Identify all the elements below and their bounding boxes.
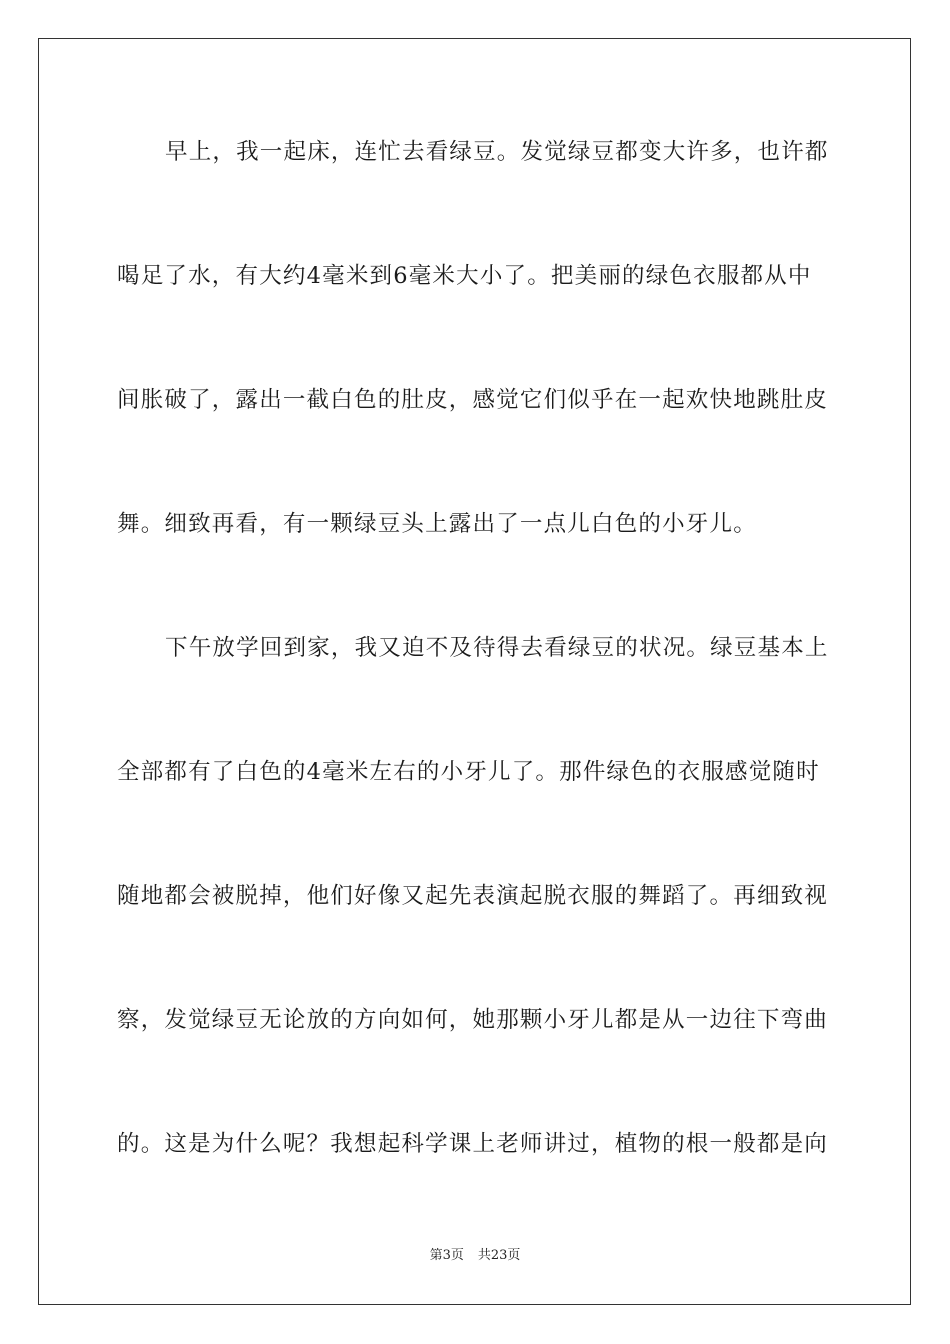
page-footer xyxy=(0,1247,950,1265)
paragraph-2-line-4: 察，发觉绿豆无论放的方向如何，她那颗小牙儿都是从一边往下弯曲 xyxy=(117,1007,829,1033)
paragraph-2-line-1: 下午放学回到家，我又迫不及待得去看绿豆的状况。绿豆基本上 xyxy=(165,635,829,661)
paragraph-1-line-1: 早上，我一起床，连忙去看绿豆。发觉绿豆都变大许多，也许都 xyxy=(165,139,829,165)
paragraph-1-line-3: 间胀破了，露出一截白色的肚皮，感觉它们似乎在一起欢快地跳肚皮 xyxy=(117,387,829,413)
page-number: 第3页 xyxy=(429,1248,464,1263)
page-border xyxy=(38,38,911,1305)
paragraph-2-line-2: 全部都有了白色的4毫米左右的小牙儿了。那件绿色的衣服感觉随时 xyxy=(117,759,820,785)
paragraph-1-line-4: 舞。细致再看，有一颗绿豆头上露出了一点儿白色的小牙儿。 xyxy=(117,511,757,537)
paragraph-2-line-3: 随地都会被脱掉，他们好像又起先表演起脱衣服的舞蹈了。再细致视 xyxy=(117,883,829,909)
page-total: 共23页 xyxy=(477,1248,521,1263)
paragraph-2-line-5: 的。这是为什么呢？我想起科学课上老师讲过，植物的根一般都是向 xyxy=(117,1131,829,1157)
paragraph-1-line-2: 喝足了水，有大约4毫米到6毫米大小了。把美丽的绿色衣服都从中 xyxy=(117,263,812,289)
